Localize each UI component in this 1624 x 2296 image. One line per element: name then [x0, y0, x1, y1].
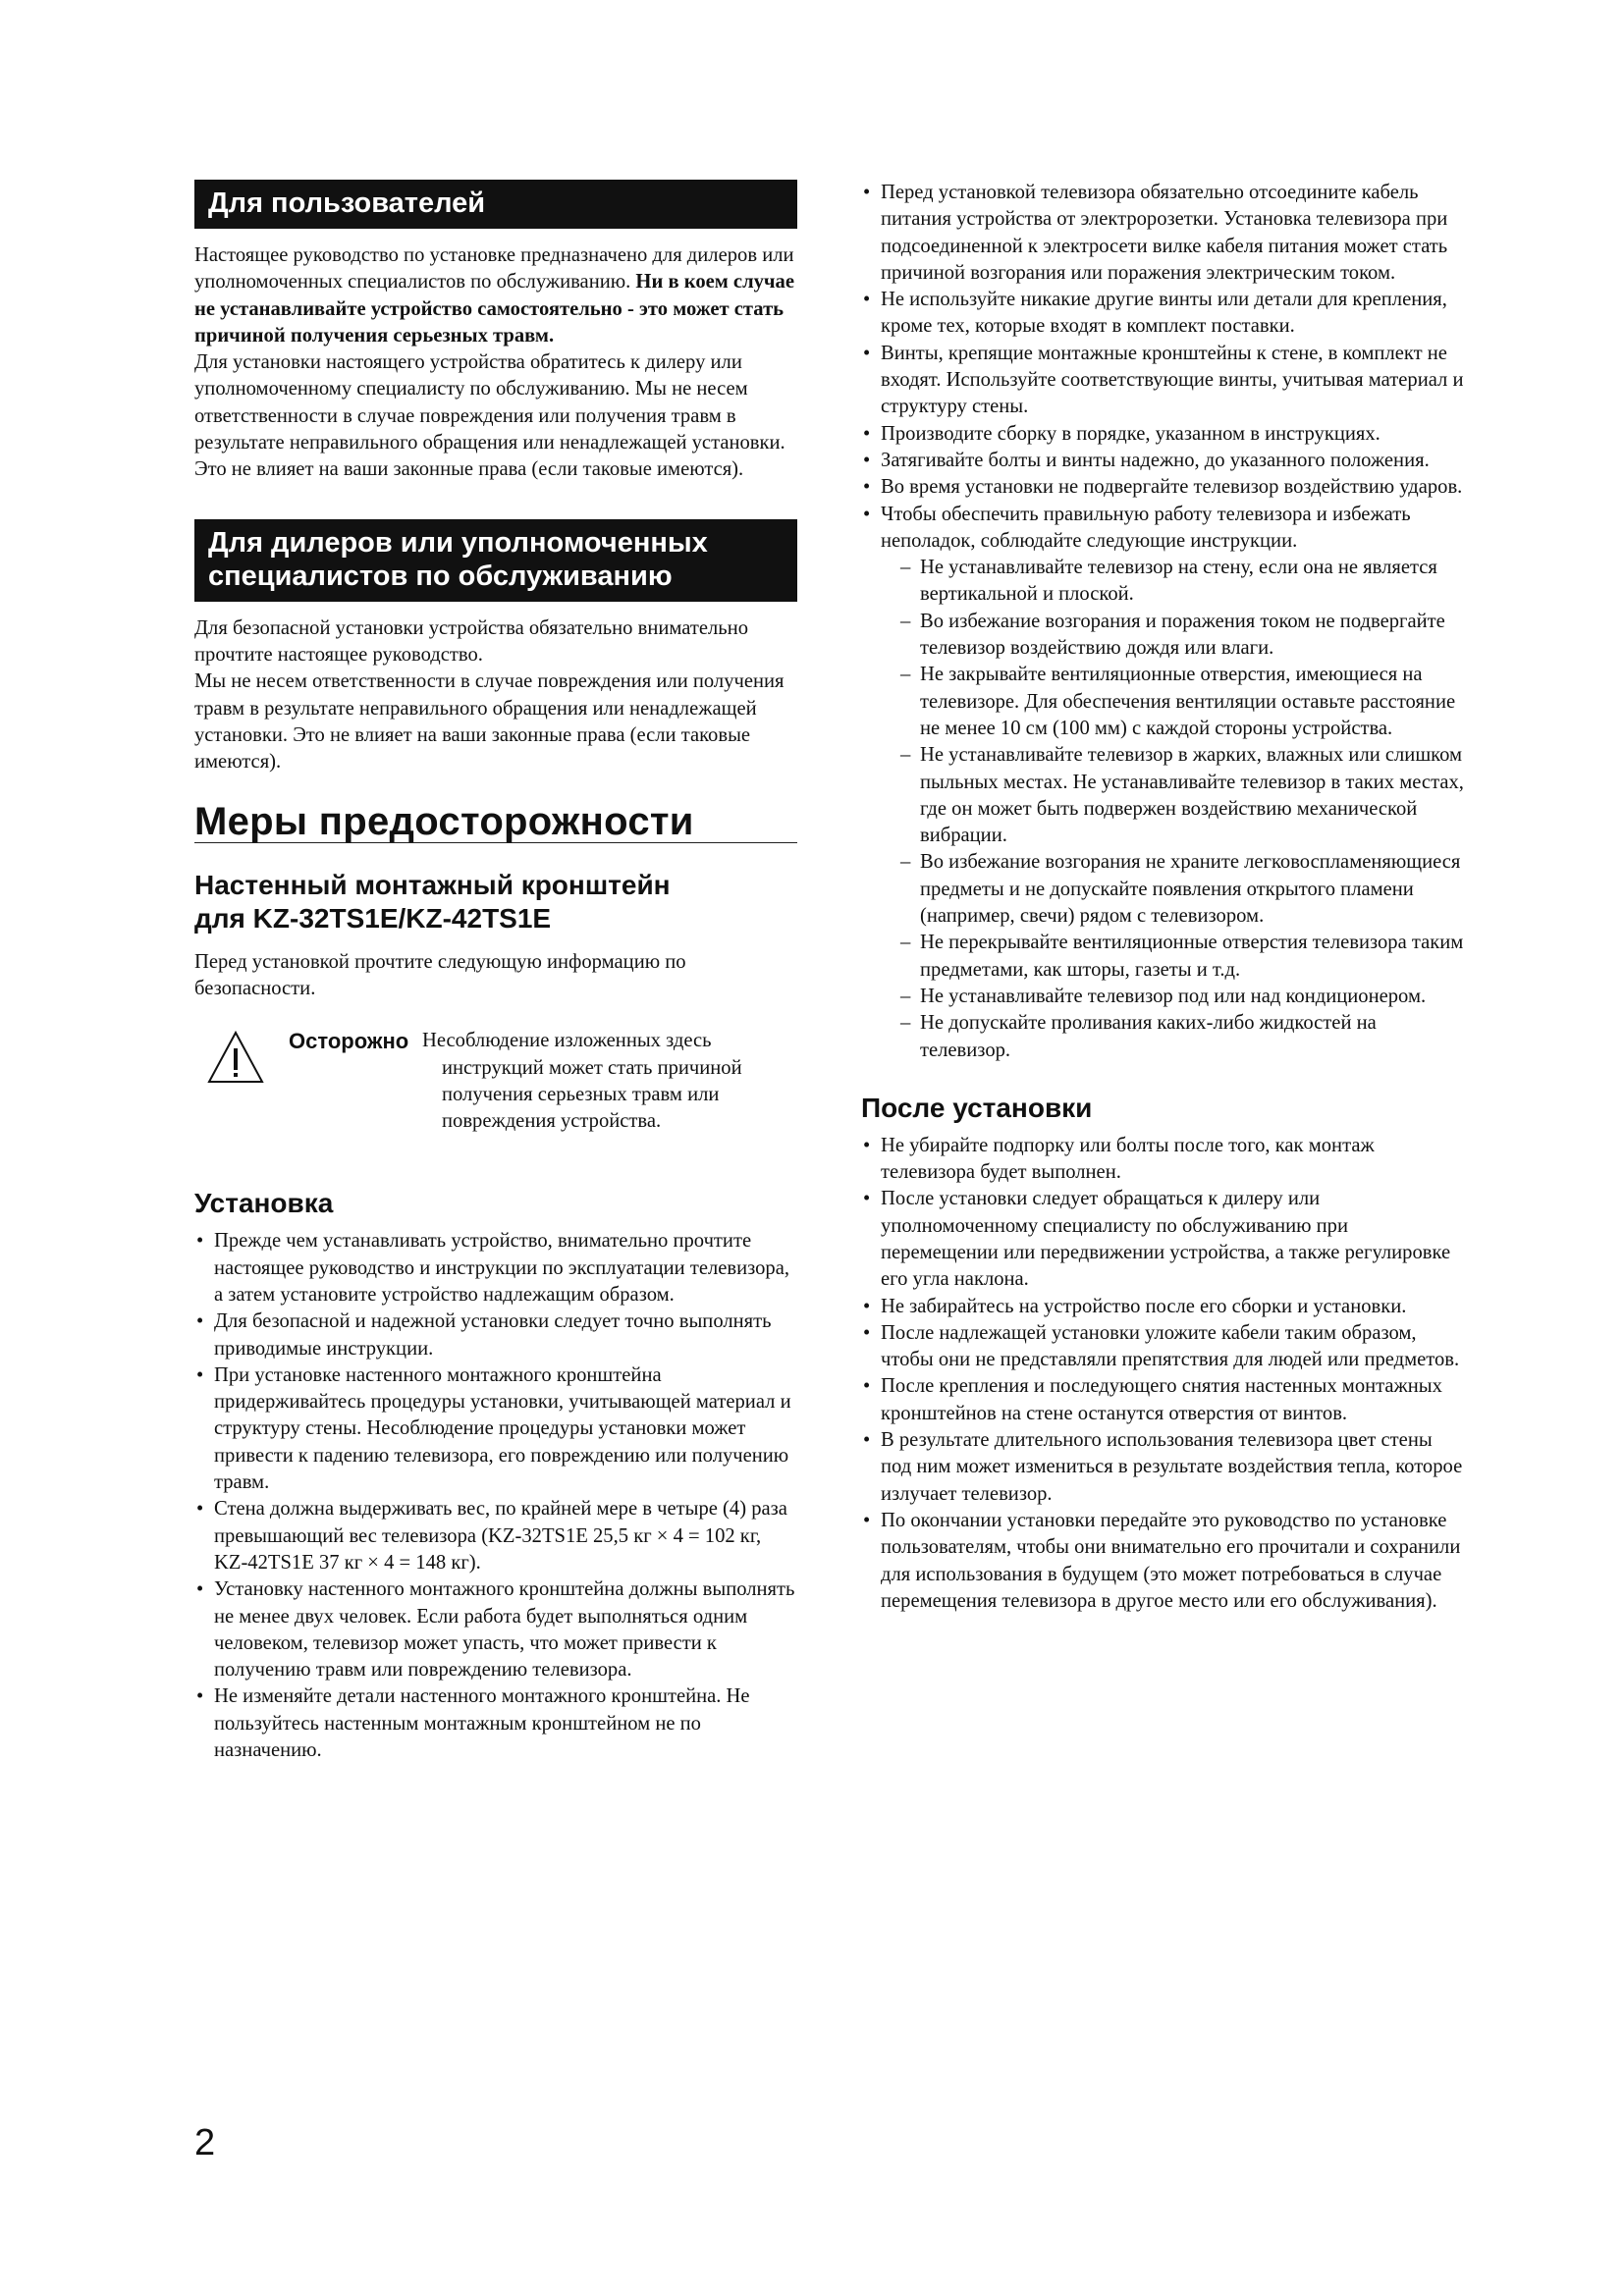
page-number: 2: [194, 2122, 216, 2163]
bracket-intro: Перед установкой прочтите следующую информацию по безопасности.: [194, 950, 686, 1000]
after-installation-list: [861, 1133, 1467, 1615]
list-item: • После установки следует обращаться к дилеру или уполномоченному специалисту по обслуживанию при перемещении или передвижении устройства, а также регулировке его угла наклона.: [861, 1186, 1467, 1293]
users-paragraph-1: [194, 242, 797, 349]
warning-triangle-icon: [206, 1030, 265, 1085]
dealers-paragraph-1: Для безопасной установки устройства обязательно внимательно прочтите настоящее руководство.: [194, 616, 749, 666]
users-warning-bold: Ни в коем случае не устанавливайте устройство самостоятельно - это может стать причиной получения серьезных травм.: [194, 271, 794, 347]
conditions-list: [881, 555, 1467, 1064]
bracket-title-line-2: для KZ-32TS1E/KZ-42TS1E: [194, 902, 552, 934]
installation-title: Установка: [194, 1188, 334, 1219]
sub-list-item: – Во избежание возгорания и поражения током не подвергайте телевизор воздействию дождя или влаги.: [881, 609, 1467, 663]
users-paragraph-1-text: Настоящее руководство по установке предназначено для дилеров или уполномоченных специалистов по обслуживанию.: [194, 244, 794, 294]
precautions-list: [861, 180, 1467, 1064]
list-item: • По окончании установки передайте это руководство по установке пользователям, чтобы они внимательно его прочитали и сохранили для использования в будущем (это может потребоваться в случае перемещения телевизора в другое место или его обслуживания).: [861, 1508, 1467, 1615]
list-item: • При установке настенного монтажного кронштейна придерживайтесь процедуры установки, учитывающей материал и структуру стены. Несоблюдение процедуры установки может привести к падению телевизора, его повреждению или получению травм.: [194, 1362, 797, 1496]
list-item: • Производите сборку в порядке, указанном в инструкциях.: [861, 421, 1467, 448]
warning-label: Осторожно: [289, 1029, 409, 1054]
dealers-header-line-1: Для дилеров или уполномоченных: [208, 526, 708, 559]
sub-list-item: – Не перекрывайте вентиляционные отверстия телевизора таким предметами, как шторы, газеты и т.д.: [881, 930, 1467, 984]
list-item: • Не используйте никакие другие винты или детали для крепления, кроме тех, которые входят в комплект поставки.: [861, 287, 1467, 341]
bracket-title: [194, 869, 797, 935]
sub-list-item: – Не устанавливайте телевизор в жарких, влажных или слишком пыльных местах. Не устанавливайте телевизор в таких местах, где он может быть подвержен воздействию механической вибрации.: [881, 742, 1467, 849]
list-item: • Перед установкой телевизора обязательно отсоедините кабель питания устройства от электророзетки. Установка телевизора при подсоединенной к электросети вилке кабеля питания может стать причиной возгорания или поражения электрическим током.: [861, 180, 1467, 287]
after-installation-title: После установки: [861, 1092, 1093, 1123]
list-item: • В результате длительного использования телевизора цвет стены под ним может измениться в результате воздействия тепла, которое излучает телевизор.: [861, 1427, 1467, 1508]
sub-list-item: – Не закрывайте вентиляционные отверстия, имеющиеся на телевизоре. Для обеспечения вентиляции оставьте расстояние не менее 10 см (100 мм) с каждой стороны устройства.: [881, 662, 1467, 742]
dealers-header-line-2: специалистов по обслуживанию: [208, 560, 673, 592]
left-column: [194, 180, 797, 1764]
precautions-title: Меры предосторожности: [194, 809, 797, 842]
sub-list-item: – Не устанавливайте телевизор под или над кондиционером.: [881, 984, 1467, 1010]
warning-block: [194, 1028, 797, 1165]
list-item: • Не убирайте подпорку или болты после того, как монтаж телевизора будет выполнен.: [861, 1133, 1467, 1187]
sub-list-item: – Не устанавливайте телевизор на стену, если она не является вертикальной и плоской.: [881, 555, 1467, 609]
sub-list-item: – Во избежание возгорания не храните легковоспламеняющиеся предметы и не допускайте появления открытого пламени (например, свечи) рядом с телевизором.: [881, 849, 1467, 930]
list-item: • Во время установки не подвергайте телевизор воздействию ударов.: [861, 474, 1467, 501]
dealers-section-header: [194, 519, 797, 602]
list-item: • Затягивайте болты и винты надежно, до указанного положения.: [861, 448, 1467, 474]
installation-list: [194, 1228, 797, 1764]
sub-list-item: – Не допускайте проливания каких-либо жидкостей на телевизор.: [881, 1010, 1467, 1064]
list-item: • Не забирайтесь на устройство после его сборки и установки.: [861, 1294, 1467, 1320]
list-item: • Стена должна выдерживать вес, по крайней мере в четыре (4) раза превышающий вес телевизора (KZ-32TS1E 25,5 кг × 4 = 102 кг, KZ-42TS1E 37 кг × 4 = 148 кг).: [194, 1496, 797, 1576]
list-item: • Установку настенного монтажного кронштейна должны выполнять не менее двух человек. Если работа будет выполняться одним человеком, телевизор может упасть, что может привести к получению травм или повреждению телевизора.: [194, 1576, 797, 1683]
conditions-intro: Чтобы обеспечить правильную работу телевизора и избежать неполадок, соблюдайте следующие инструкции.: [881, 503, 1411, 552]
list-item: • Для безопасной и надежной установки следует точно выполнять приводимые инструкции.: [194, 1308, 797, 1362]
list-item: • Прежде чем устанавливать устройство, внимательно прочтите настоящее руководство и инструкции по эксплуатации телевизора, а затем установите устройство надлежащим образом.: [194, 1228, 797, 1308]
bracket-title-line-1: Настенный монтажный кронштейн: [194, 869, 671, 900]
list-item: • Не изменяйте детали настенного монтажного кронштейна. Не пользуйтесь настенным монтажным кронштейном не по назначению.: [194, 1683, 797, 1764]
list-item: • Винты, крепящие монтажные кронштейны к стене, в комплект не входят. Используйте соответствующие винты, учитывая материал и структуру стены.: [861, 341, 1467, 421]
users-paragraph-2: Для установки настоящего устройства обратитесь к дилеру или уполномоченному специалисту по обслуживанию. Мы не несем ответственности в случае повреждения или получения травм в результате неправильного обращения или ненадлежащей установки. Это не влияет на ваши законные права (если таковые имеются).: [194, 351, 785, 481]
users-section-header: Для пользователей: [194, 180, 797, 229]
warning-text: Несоблюдение изложенных здесь инструкций может стать причиной получения серьезных травм или повреждения устройства.: [422, 1030, 742, 1133]
list-item-conditions: [861, 502, 1467, 1064]
list-item: • После надлежащей установки уложите кабели таким образом, чтобы они не представляли препятствия для людей или предметов.: [861, 1320, 1467, 1374]
list-item: • После крепления и последующего снятия настенных монтажных кронштейнов на стене останутся отверстия от винтов.: [861, 1373, 1467, 1427]
right-column: [861, 180, 1467, 1615]
dealers-paragraph-2: Мы не несем ответственности в случае повреждения или получения травм в результате неправильного обращения или ненадлежащей установки. Это не влияет на ваши законные права (если таковые имеются).: [194, 670, 785, 774]
